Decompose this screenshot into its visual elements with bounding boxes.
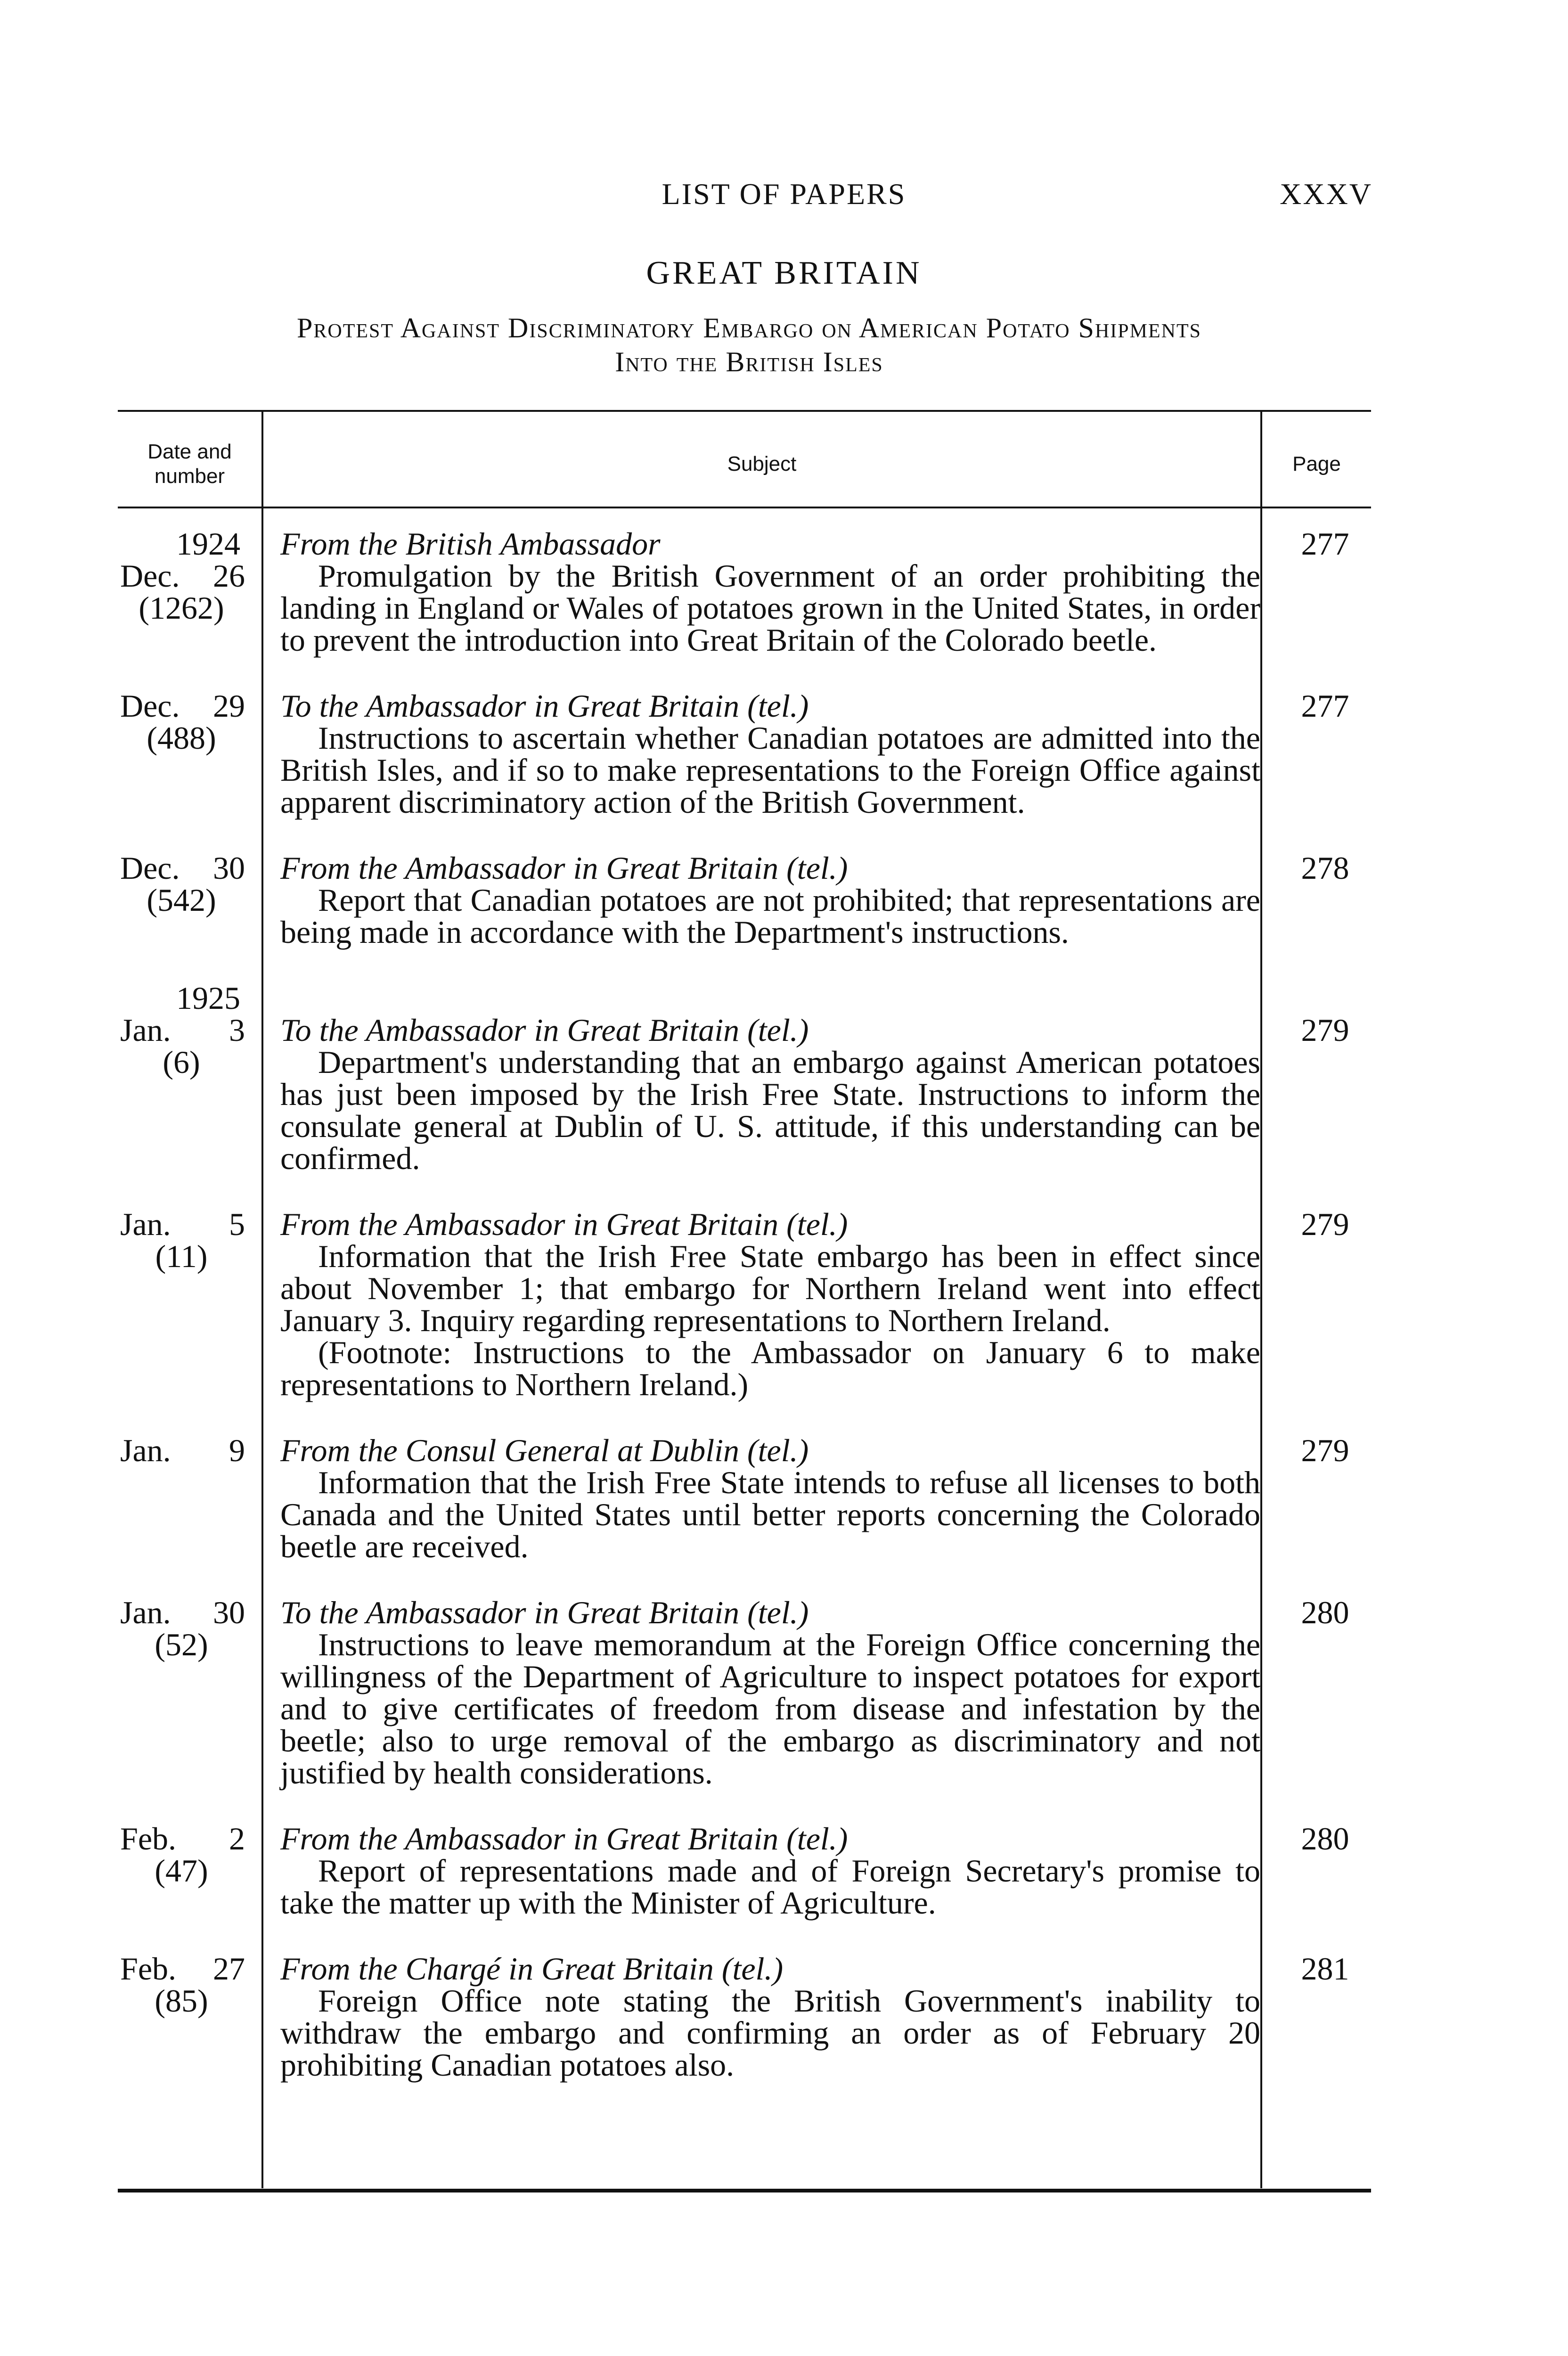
page-number: 281 <box>1301 1951 1349 1987</box>
table-row <box>118 1434 1371 1562</box>
entry-day: 30 <box>213 1595 245 1630</box>
table-row <box>118 690 1371 818</box>
subject-cell <box>261 982 1260 1174</box>
entry-footnote: (Footnote: Instructions to the Ambassador on January 6 to make representations to Northern Ireland.) <box>280 1334 1260 1402</box>
subject-cell <box>261 1208 1260 1400</box>
entry-summary: Report of representations made and of Foreign Secretary's promise to take the matter up with the Minister of Agriculture. <box>280 1853 1260 1921</box>
column-header-date-line-2: number <box>154 465 225 488</box>
section-title <box>118 311 1380 379</box>
running-head <box>0 177 1568 229</box>
entry-heading: From the British Ambassador <box>280 526 661 562</box>
entry-day: 30 <box>213 850 245 886</box>
section-title-line-2: Into the British Isles <box>615 346 883 377</box>
entry-number: (47) <box>155 1853 208 1889</box>
page-folio: XXXV <box>1280 177 1372 211</box>
page-number: 279 <box>1301 1012 1349 1048</box>
entry-summary: Instructions to ascertain whether Canadian potatoes are admitted into the British Isles, and if so to make representations to the Foreign Office against apparent discriminatory action of the British Government. <box>280 720 1260 820</box>
table-row <box>118 528 1371 656</box>
date-cell <box>118 1823 261 1887</box>
table-bottom-rule <box>118 2189 1371 2192</box>
entry-year: 1925 <box>176 980 240 1016</box>
entry-heading: From the Consul General at Dublin (tel.) <box>280 1432 809 1468</box>
entry-heading: From the Ambassador in Great Britain (tel.) <box>280 1206 848 1242</box>
running-title: LIST OF PAPERS <box>662 177 906 211</box>
entry-number: (488) <box>147 720 216 756</box>
date-cell <box>118 528 261 624</box>
subject-cell <box>261 528 1260 656</box>
table-row <box>118 1596 1371 1789</box>
entry-heading: From the Ambassador in Great Britain (tel.) <box>280 1821 848 1857</box>
column-header-subject: Subject <box>727 452 797 475</box>
entry-year: 1924 <box>176 526 240 562</box>
column-header-page: Page <box>1292 452 1341 475</box>
table-header-rule <box>118 507 1371 508</box>
date-cell <box>118 1434 261 1466</box>
date-cell <box>118 1596 261 1661</box>
entry-day: 29 <box>213 688 245 724</box>
entry-day: 2 <box>229 1821 245 1857</box>
entry-heading: To the Ambassador in Great Britain (tel.) <box>280 1012 809 1048</box>
entry-day: 26 <box>213 558 245 594</box>
page-number: 277 <box>1301 688 1349 724</box>
table-row <box>118 982 1371 1174</box>
page-number: 280 <box>1301 1595 1349 1630</box>
entry-month: Dec. <box>120 558 180 594</box>
entry-heading: To the Ambassador in Great Britain (tel.) <box>280 1595 809 1630</box>
subject-cell <box>261 852 1260 948</box>
date-cell <box>118 982 261 1078</box>
entry-month: Jan. <box>120 1206 171 1242</box>
date-cell <box>118 852 261 916</box>
entry-month: Feb. <box>120 1951 176 1987</box>
subject-cell <box>261 1596 1260 1789</box>
page-number: 279 <box>1301 1206 1349 1242</box>
entry-summary: Report that Canadian potatoes are not prohibited; that representations are being made in accordance with the Department's instructions. <box>280 882 1260 950</box>
entry-number: (85) <box>155 1983 208 2019</box>
column-header-date-line-1: Date and <box>147 440 232 463</box>
entry-number: (542) <box>147 882 216 918</box>
table-row <box>118 852 1371 948</box>
entry-heading: From the Chargé in Great Britain (tel.) <box>280 1951 784 1987</box>
country-heading: GREAT BRITAIN <box>646 255 922 291</box>
entry-month: Jan. <box>120 1012 171 1048</box>
entry-month: Dec. <box>120 850 180 886</box>
entry-month: Dec. <box>120 688 180 724</box>
column-header-date <box>118 429 261 499</box>
date-cell <box>118 690 261 754</box>
table-row <box>118 1823 1371 1919</box>
entry-number: (11) <box>155 1238 208 1274</box>
entry-summary: Promulgation by the British Government of an order prohibiting the landing in England or Wales of potatoes grown in the United States, in order to prevent the introduction into Great Britain of the Colorado beetle. <box>280 558 1260 658</box>
page-number: 277 <box>1301 526 1349 562</box>
table-top-rule <box>118 410 1371 412</box>
entry-day: 9 <box>229 1432 245 1468</box>
entry-day: 27 <box>213 1951 245 1987</box>
table-row <box>118 1208 1371 1400</box>
entry-summary: Information that the Irish Free State intends to refuse all licenses to both Canada and the United States until better reports concerning the Colorado beetle are received. <box>280 1464 1260 1564</box>
entry-month: Feb. <box>120 1821 176 1857</box>
papers-table <box>118 410 1371 2201</box>
entry-number: (52) <box>155 1627 208 1662</box>
entry-heading: From the Ambassador in Great Britain (tel.) <box>280 850 848 886</box>
entry-number: (6) <box>163 1044 200 1080</box>
table-body <box>118 528 1371 2115</box>
entry-number: (1262) <box>139 590 224 626</box>
entry-month: Jan. <box>120 1432 171 1468</box>
page-number: 279 <box>1301 1432 1349 1468</box>
page-number: 280 <box>1301 1821 1349 1857</box>
entry-summary: Department's understanding that an embargo against American potatoes has just been imposed by the Irish Free State. Instructions to inform the consulate general at Dublin of U. S. attitude, if this understanding can be confirmed. <box>280 1044 1260 1176</box>
entry-day: 3 <box>229 1012 245 1048</box>
subject-cell <box>261 1434 1260 1562</box>
entry-month: Jan. <box>120 1595 171 1630</box>
subject-cell <box>261 690 1260 818</box>
section-title-line-1: Protest Against Discriminatory Embargo on American Potato Shipments <box>297 312 1201 344</box>
entry-heading: To the Ambassador in Great Britain (tel.) <box>280 688 809 724</box>
page-number: 278 <box>1301 850 1349 886</box>
subject-cell <box>261 1953 1260 2081</box>
entry-summary: Instructions to leave memorandum at the Foreign Office concerning the willingness of the Department of Agriculture to inspect potatoes for export and to give certificates of freedom from disease and infestation by the beetle; also to urge removal of the embargo as discriminatory and not justified by health considerations. <box>280 1627 1260 1791</box>
entry-day: 5 <box>229 1206 245 1242</box>
date-cell <box>118 1953 261 2017</box>
entry-summary: Information that the Irish Free State embargo has been in effect since about November 1; that embargo for Northern Ireland went into effect January 3. Inquiry regarding representations to Northern Ireland. <box>280 1238 1260 1338</box>
date-cell <box>118 1208 261 1272</box>
table-row <box>118 1953 1371 2081</box>
entry-summary: Foreign Office note stating the British Government's inability to withdraw the embargo and confirming an order as of February 20 prohibiting Canadian potatoes also. <box>280 1983 1260 2083</box>
subject-cell <box>261 1823 1260 1919</box>
